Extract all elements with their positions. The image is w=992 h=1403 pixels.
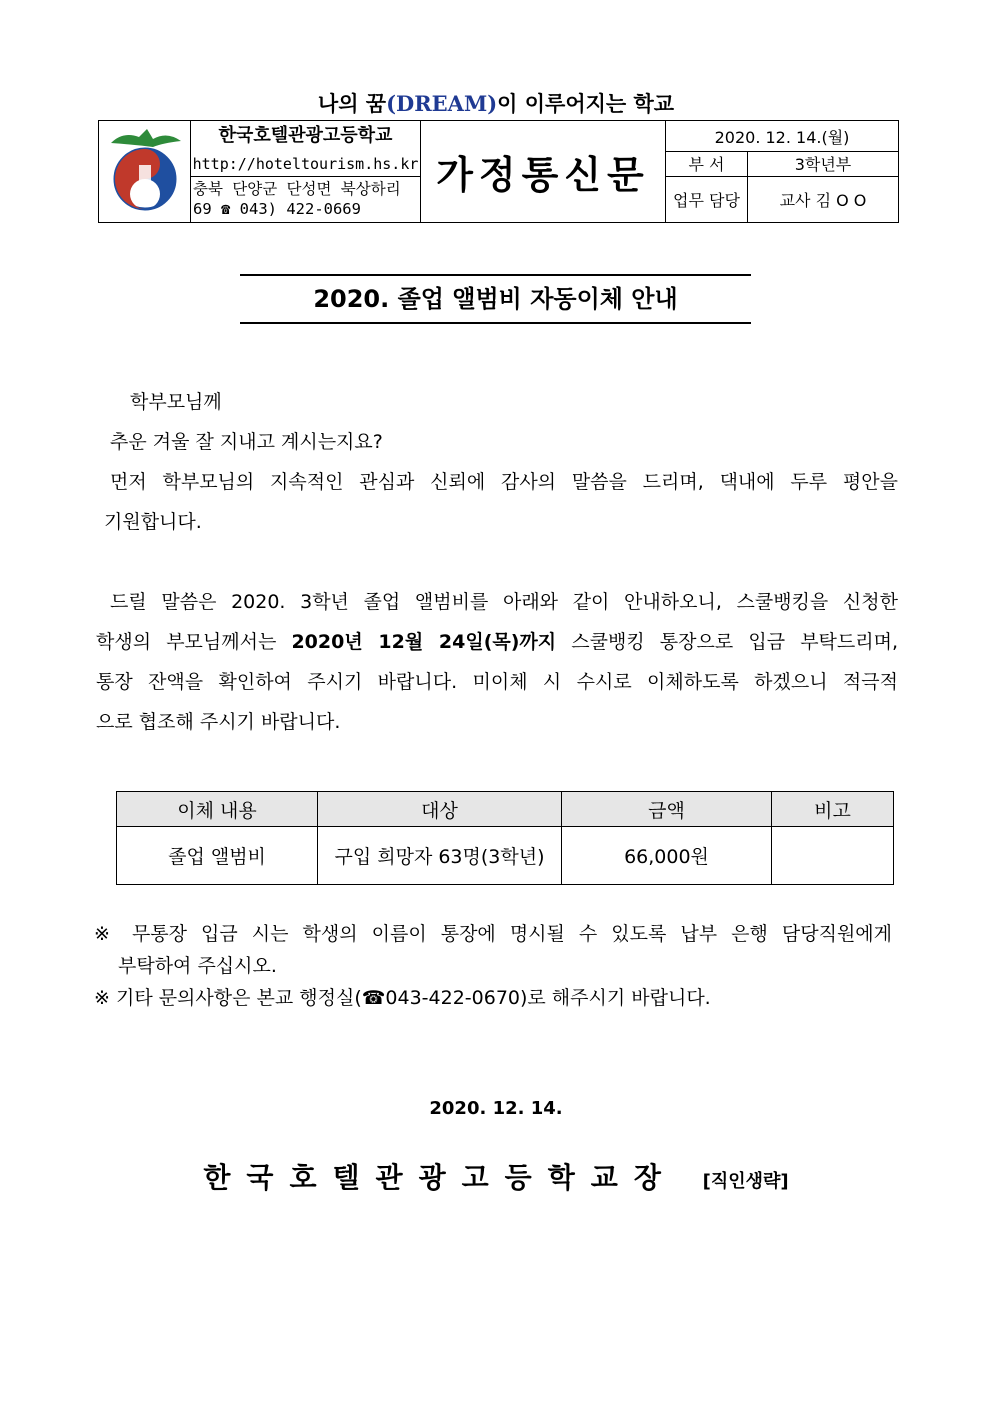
body-line: 통장 잔액을 확인하여 주시기 바랍니다. 미이체 시 수시로 이체하도록 하겠으니 적극적 — [96, 671, 898, 693]
school-motto — [0, 88, 992, 118]
table-header-row — [117, 792, 894, 827]
payment-table — [116, 791, 894, 885]
body-line: 으로 협조해 주시기 바랍니다. — [96, 711, 341, 733]
motto-dream: (DREAM) — [386, 91, 498, 116]
body-line: 먼저 학부모님의 지속적인 관심과 신뢰에 감사의 말씀을 드리며, 댁내에 두루 평안을 — [110, 471, 898, 493]
deadline-date: 2020년 12월 24일(목)까지 — [291, 631, 557, 653]
note-2: ※ 기타 문의사항은 본교 행정실(☎043-422-0670)로 해주시기 바랍니다. — [94, 987, 711, 1009]
table-header: 이체 내용 — [117, 792, 318, 827]
deadline-pre: 학생의 부모님께서는 — [96, 631, 292, 653]
signer — [0, 1156, 992, 1196]
greeting: 학부모님께 — [130, 391, 222, 413]
body-line: 추운 겨울 잘 지내고 계시는지요? — [110, 431, 383, 453]
address-line-2: 69 ☎ 043) 422-0669 — [193, 200, 361, 219]
letter-header — [98, 120, 899, 223]
motto-text-end: 이 이루어지는 학교 — [497, 92, 675, 116]
deadline-post: 스쿨뱅킹 통장으로 입금 부탁드리며, — [556, 631, 899, 653]
body-line: 드릴 말씀은 2020. 3학년 졸업 앨범비를 아래와 같이 안내하오니, 스쿨뱅킹을 신청한 — [110, 591, 898, 613]
table-cell — [772, 827, 894, 885]
body-line: 기원합니다. — [104, 511, 202, 533]
contact-value: 교사 김 O O — [748, 176, 899, 222]
school-url[interactable]: http://hoteltourism.hs.kr — [192, 154, 419, 173]
school-name: 한국호텔관광고등학교 — [218, 125, 393, 147]
dept-label: 부 서 — [666, 152, 748, 176]
motto-text: 나의 꿈 — [317, 92, 387, 116]
school-address — [191, 176, 421, 222]
table-cell: 66,000원 — [562, 827, 772, 885]
table-cell: 졸업 앨범비 — [117, 827, 318, 885]
table-header: 비고 — [772, 792, 894, 827]
contact-label: 업무 담당 — [666, 176, 748, 222]
table-header: 대상 — [318, 792, 562, 827]
school-logo — [99, 121, 191, 223]
issue-date: 2020. 12. 14.(월) — [666, 121, 899, 152]
school-emblem-icon — [103, 123, 187, 217]
document-title: 2020. 졸업 앨범비 자동이체 안내 — [240, 274, 751, 324]
note-1: ※ 무통장 입금 시는 학생의 이름이 통장에 명시될 수 있도록 납부 은행 담당직원에게 — [94, 923, 893, 945]
table-cell: 구입 희망자 63명(3학년) — [318, 827, 562, 885]
dept-value: 3학년부 — [748, 152, 899, 176]
seal-omitted: [직인생략] — [702, 1171, 789, 1192]
table-row — [117, 827, 894, 885]
note-1-cont: 부탁하여 주십시오. — [118, 955, 277, 977]
body-line-deadline — [96, 622, 898, 662]
table-header: 금액 — [562, 792, 772, 827]
footer-date: 2020. 12. 14. — [429, 1098, 563, 1119]
signer-name: 한국호텔관광고등학교장 — [203, 1161, 677, 1194]
newsletter-title: 가정통신문 — [421, 121, 666, 223]
address-line-1: 충북 단양군 단성면 북상하리 — [193, 180, 401, 199]
